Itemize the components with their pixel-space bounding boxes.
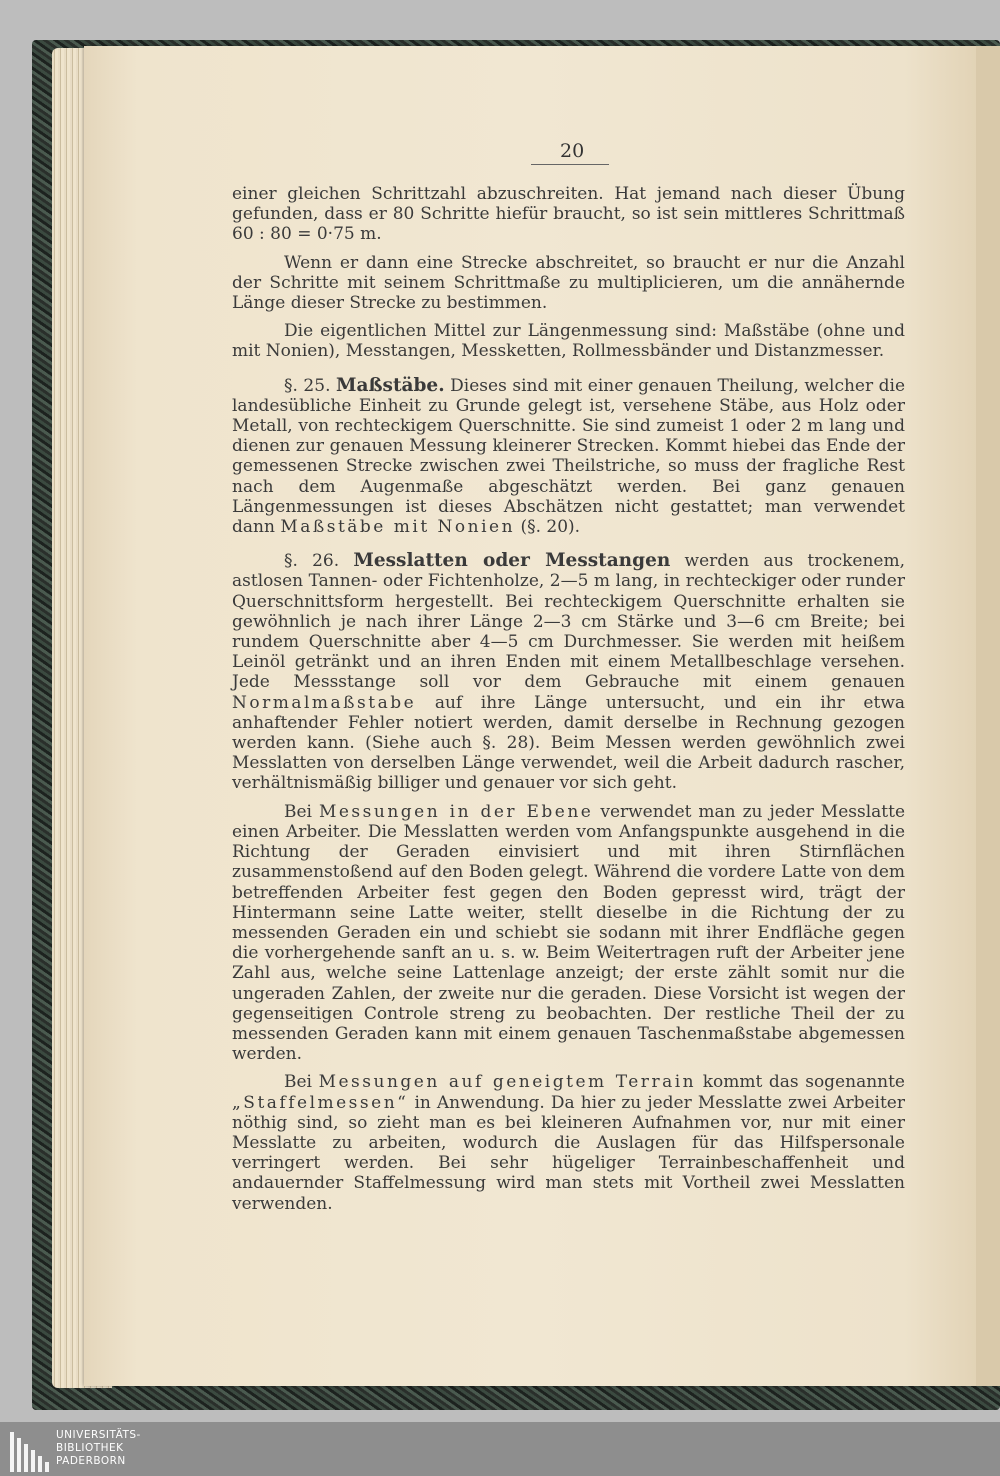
paragraph-terrain: Bei Messungen auf geneigtem Terrain kommt das sogenannte „Staffelmessen“ in Anwendung. Da hier zu jeder Messlatte zwei Arbeiter nöthig sind, so zieht man es bei kleineren Aufnahmen vor, nur mit einer Messlatte zu arbeiten, wodurch die Auslagen für das Hilfspersonale verringert werden. Bei sehr hügeliger Terrainbeschaffenheit und andauernder Staffelmessung wird man stets mit Vortheil zwei Messlatten verwenden.	[232, 1072, 905, 1214]
header-rule	[531, 164, 609, 165]
paragraph-schrittmass: Wenn er dann eine Strecke abschreitet, so braucht er nur die Anzahl der Schritte mit seinem Schrittmaße zu multiplicieren, um die annähernde Länge dieser Strecke zu bestimmen.	[232, 252, 905, 314]
paragraph-continuation: einer gleichen Schrittzahl abzuschreiten. Hat jemand nach dieser Übung gefunden, dass er 80 Schritte hiefür braucht, so ist sein mittleres Schrittmaß 60 : 80 = 0·75 m.	[232, 184, 905, 245]
section-number: §. 25.	[284, 375, 331, 396]
section-heading: Maßstäbe.	[336, 374, 445, 396]
library-footer	[0, 1422, 1000, 1476]
section-heading: Messlatten oder Messtangen	[353, 550, 671, 572]
library-name: UNIVERSITÄTS- BIBLIOTHEK PADERBORN	[56, 1429, 141, 1467]
body-text	[232, 184, 905, 1214]
spaced-term: Normalmaßstabe	[232, 692, 417, 713]
section-number: §. 26.	[284, 551, 340, 572]
library-logo-icon	[10, 1428, 50, 1472]
facing-page-edge	[976, 46, 1000, 1386]
spaced-term: Maßstäbe mit Nonien	[280, 517, 516, 538]
spaced-term: Messungen in der Ebene	[318, 801, 594, 822]
section-26: §. 26. Messlatten oder Messtangen werden aus trockenem, astlosen Tannen- oder Fichtenholze, 2—5 m lang, in rechteckiger oder runder Querschnittsform hergestellt. Bei rechteckigem Querschnitte erhalten sie gewöhnlich je nach ihrer Länge 2—3 cm Stärke und 3—6 cm Breite; bei rundem Querschnitte aber 4—5 cm Durchmesser. Sie werden mit heißem Leinöl getränkt und an ihren Enden mit einem Metallbeschlage versehen. Jede Messstange soll vor dem Gebrauche mit einem genauen Normalmaßstabe auf ihre Länge untersucht, und ein ihr etwa anhaftender Fehler notiert werden, damit derselbe in Rechnung gezogen werden kann. (Siehe auch §. 28). Beim Messen werden gewöhnlich zwei Messlatten von derselben Länge verwendet, weil die Arbeit dadurch rascher, verhältnismäßig billiger und genauer vor sich geht.	[232, 550, 906, 794]
section-25: §. 25. Maßstäbe. Dieses sind mit einer genauen Theilung, welcher die landesübliche Einheit zu Grunde gelegt ist, versehene Stäbe, aus Holz oder Metall, von rechteckigem Querschnitte. Sie sind zumeist 1 oder 2 m lang und dienen zur genauen Messung kleinerer Strecken. Kommt hiebei das Ende der gemessenen Strecke zwischen zwei Theilstriche, so muss der fragliche Rest nach dem Augenmaße abgeschätzt werden. Bei ganz genauen Längenmessungen ist dieses Abschätzen nicht gestattet; man verwendet dann Maßstäbe mit Nonien (§. 20).	[232, 374, 906, 538]
paragraph-mittel: Die eigentlichen Mittel zur Längenmessung sind: Maßstäbe (ohne und mit Nonien), Messtangen, Messketten, Rollmessbänder und Distanzmesser.	[232, 321, 905, 362]
paragraph-ebene: Bei Messungen in der Ebene verwendet man zu jeder Messlatte einen Arbeiter. Die Messlatten werden vom Anfangspunkte ausgehend in die Richtung der Geraden einvisiert und mit ihren Stirnflächen zusammenstoßend auf den Boden gelegt. Während die vordere Latte von dem betreffenden Arbeiter fest gegen den Boden gepresst wird, trägt der Hintermann seine Latte weiter, stellt dieselbe in die Richtung der zu messenden Geraden ein und schiebt sie sodann mit ihrer Endfläche gegen die vorhergehende sanft an u. s. w. Beim Weitertragen ruft der Arbeiter jene Zahl aus, welche seine Lattenlage anzeigt; der erste zählt somit nur die ungeraden Zahlen, der zweite nur die geraden. Diese Vorsicht ist wegen der gegenseitigen Controle streng zu beobachten. Der restliche Theil der zu messenden Geraden kann mit einem genauen Taschenmaßstabe abgemessen werden.	[232, 801, 906, 1065]
spaced-term: Messungen auf geneigtem Terrain	[318, 1072, 697, 1093]
spaced-term: „Staffelmessen“	[232, 1092, 409, 1113]
page-number: 20	[560, 140, 585, 162]
